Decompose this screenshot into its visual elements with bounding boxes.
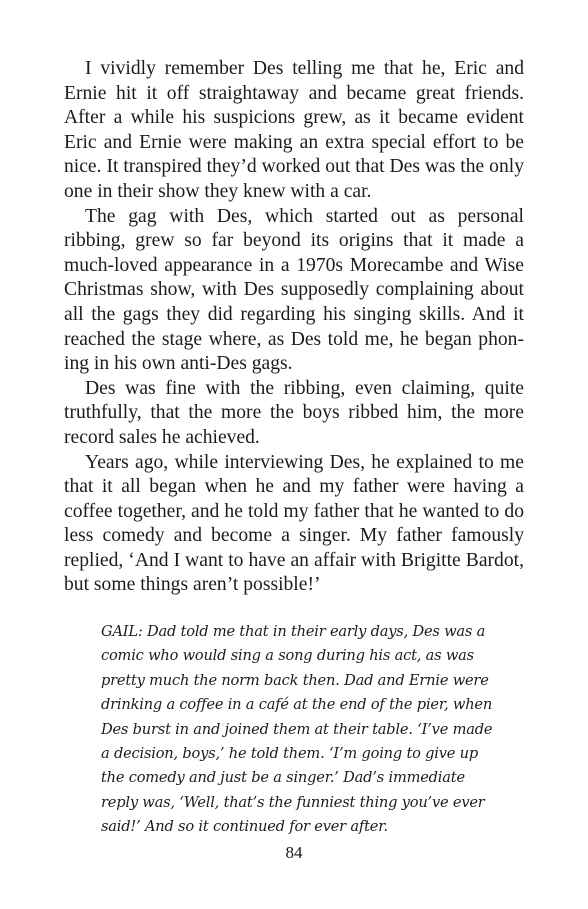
aside-text: GAIL: Dad told me that in their early days, Des was a comic who would sing a song during his act, as was pretty much the norm back then. Dad and Ernie were drinking a coffee in a café at the end of the pier, when Des burst in and joined them at their table. ‘I’ve made a decision, boys,’ he told them. ‘I’m going to give up the comedy and just be a singer.’ Dad’s immediate reply was, ‘Well, that’s the funniest thing you’ve ever said!’ And so it continued for ever after. (101, 623, 493, 836)
body-text (64, 57, 524, 598)
paragraph: The gag with Des, which started out as personal ribbing, grew so far beyond its origins that it made a much-loved appearance in a 1970s Morecambe and Wise Christmas show, with Des supposedly complaining about all the gags they did regarding his singing skills. And it reached the stage where, as Des told me, he began phoning in his own anti-Des gags. (64, 205, 524, 375)
gail-aside (101, 620, 493, 840)
paragraph: Years ago, while interviewing Des, he explained to me that it all began when he and my father were having a coffee together, and he told my father that he wanted to do less comedy and become a singer. My father famously replied, ‘And I want to have an affair with Brigitte Bardot, but some things aren’t possible!’ (64, 451, 524, 596)
paragraph: I vividly remember Des telling me that he, Eric and Ernie hit it off straightaway and became great friends. After a while his suspicions grew, as it became evident Eric and Ernie were making an extra special effort to be nice. It transpired they’d worked out that Des was the only one in their show they knew with a car. (64, 58, 524, 202)
page-number: 84 (285, 843, 303, 862)
paragraph: Des was fine with the ribbing, even claiming, quite truthfully, that the more the boys ribbed him, the more record sales he achieved. (64, 377, 524, 448)
